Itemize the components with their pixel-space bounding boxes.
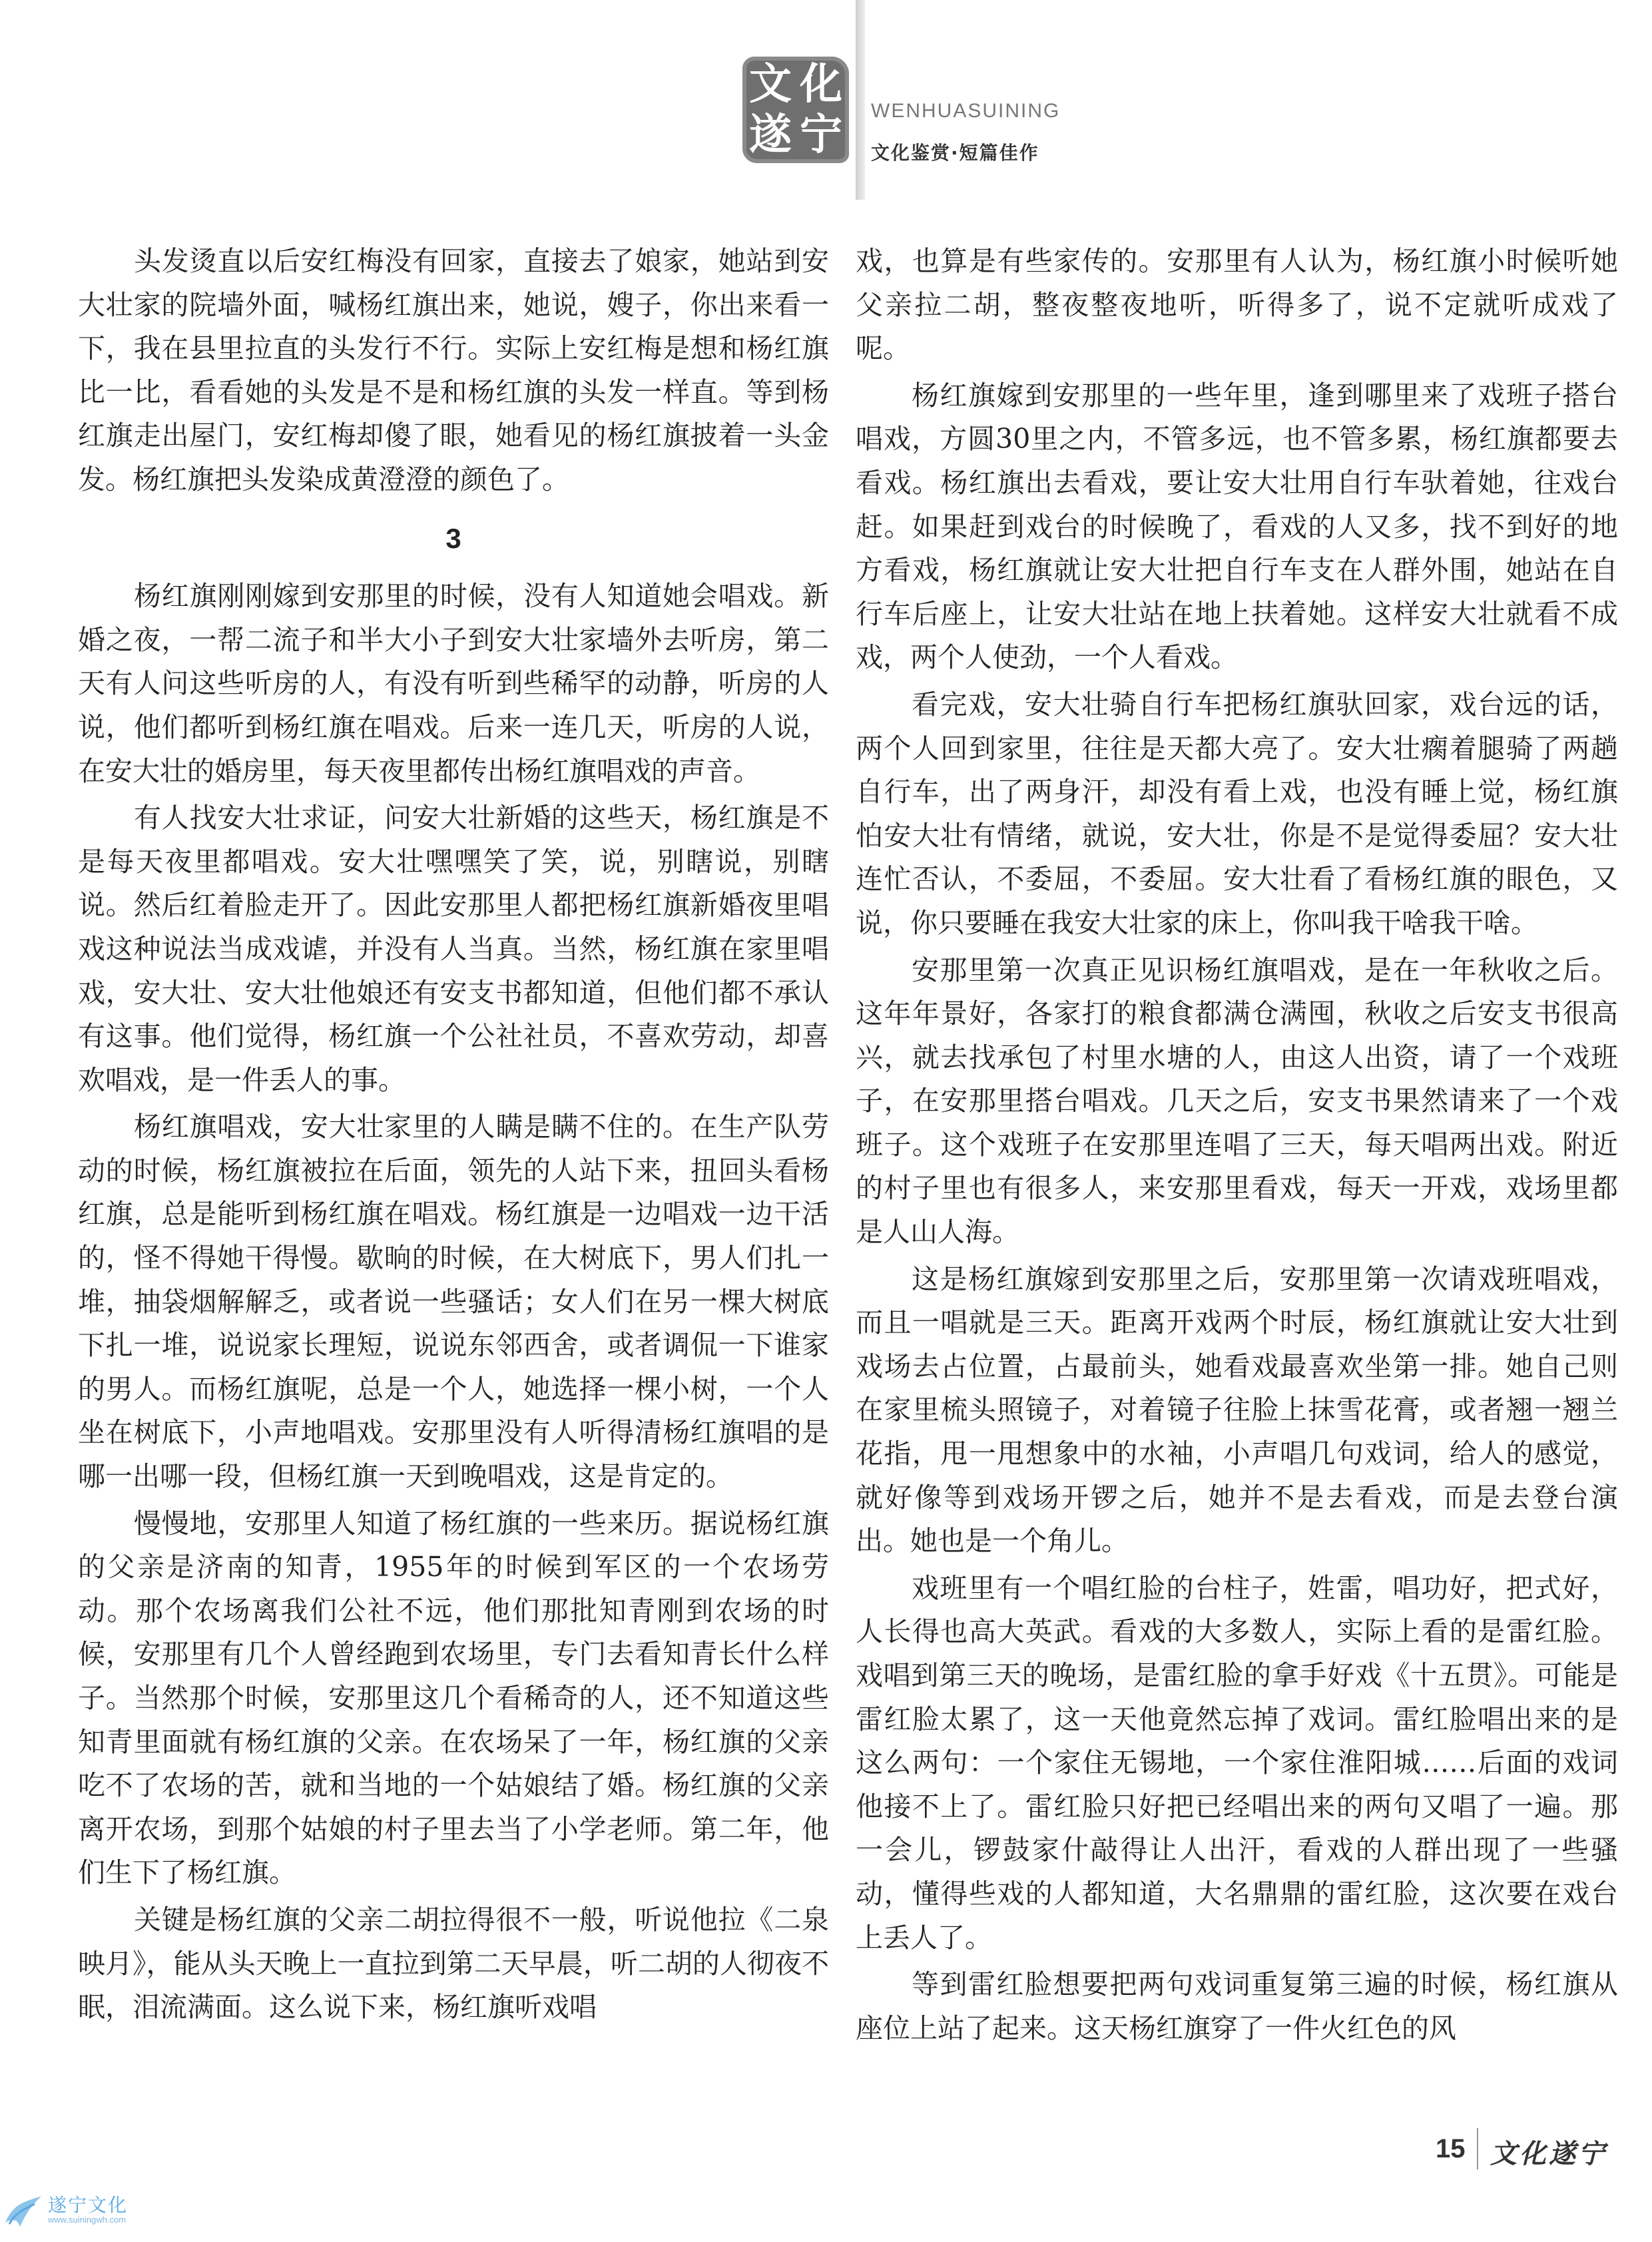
magazine-logo: [742, 57, 849, 163]
watermark-text: 遂宁文化: [48, 2194, 129, 2216]
paragraph: 这是杨红旗嫁到安那里之后，安那里第一次请戏班唱戏，而且一唱就是三天。距离开戏两个时辰，杨红旗就让安大壮到戏场去占位置，占最前头，她看戏最喜欢坐第一排。她自己则在家里梳头照镜子，对着镜子往脸上抹雪花膏，或者翘一翘兰花指，甩一甩想象中的水袖，小声唱几句戏词，给人的感觉，就好像等到戏场开锣之后，她并不是去看戏，而是去登台演出。她也是一个角儿。: [856, 1262, 1618, 1557]
paragraph: 看完戏，安大壮骑自行车把杨红旗驮回家，戏台远的话，两个人回到家里，往往是天都大亮了。安大壮瘸着腿骑了两趟自行车，出了两身汗，却没有看上戏，也没有睡上觉，杨红旗怕安大壮有情绪，就说，安大壮，你是不是觉得委屈？安大壮连忙否认，不委屈，不委屈。安大壮看了看杨红旗的眼色，又说，你只要睡在我安大壮家的床上，你叫我干啥我干啥。: [856, 688, 1618, 939]
paragraph-continuation: 戏，也算是有些家传的。安那里有人认为，杨红旗小时候听她父亲拉二胡，整夜整夜地听，听得多了，说不定就听成戏了呢。: [856, 245, 1618, 365]
logo-char: 文: [749, 59, 792, 109]
paragraph: 杨红旗刚刚嫁到安那里的时候，没有人知道她会唱戏。新婚之夜，一帮二流子和半大小子到安大壮家墙外去听房，第二天有人问这些听房的人，有没有听到些稀罕的动静，听房的人说，他们都听到杨红旗在唱戏。后来一连几天，听房的人说，在安大壮的婚房里，每天夜里都传出杨红旗唱戏的声音。: [78, 580, 829, 787]
paragraph: 等到雷红脸想要把两句戏词重复第三遍的时候，杨红旗从座位上站了起来。这天杨红旗穿了一件火红色的风: [856, 1968, 1618, 2044]
footer-divider: [1477, 2128, 1478, 2169]
paragraph: 有人找安大壮求证，问安大壮新婚的这些天，杨红旗是不是每天夜里都唱戏。安大壮嘿嘿笑了笑，说，别瞎说，别瞎说。然后红着脸走开了。因此安那里人都把杨红旗新婚夜里唱戏这种说法当成戏谑，并没有人当真。当然，杨红旗在家里唱戏，安大壮、安大壮他娘还有安支书都知道，但他们都不承认有这事。他们觉得，杨红旗一个公社社员，不喜欢劳动，却喜欢唱戏，是一件丢人的事。: [78, 802, 829, 1096]
paragraph: 慢慢地，安那里人知道了杨红旗的一些来历。据说杨红旗的父亲是济南的知青，1955年的时候到军区的一个农场劳动。那个农场离我们公社不远，他们那批知青刚到农场的时候，安那里有几个人曾经跑到农场里，专门去看知青长什么样子。当然那个时候，安那里这几个看稀奇的人，还不知道这些知青里面就有杨红旗的父亲。在农场呆了一年，杨红旗的父亲吃不了农场的苦，就和当地的一个姑娘结了婚。杨红旗的父亲离开农场，到那个姑娘的村子里去当了小学老师。第二年，他们生下了杨红旗。: [78, 1507, 829, 1889]
paragraph: 头发烫直以后安红梅没有回家，直接去了娘家，她站到安大壮家的院墙外面，喊杨红旗出来，她说，嫂子，你出来看一下，我在县里拉直的头发行不行。实际上安红梅是想和杨红旗比一比，看看她的头发是不是和杨红旗的头发一样直。等到杨红旗走出屋门，安红梅却傻了眼，她看见的杨红旗披着一头金发。杨红旗把头发染成黄澄澄的颜色了。: [78, 245, 829, 495]
paragraph: 安那里第一次真正见识杨红旗唱戏，是在一年秋收之后。这年年景好，各家打的粮食都满仓满囤，秋收之后安支书很高兴，就去找承包了村里水塘的人，由这人出资，请了一个戏班子，在安那里搭台唱戏。几天之后，安支书果然请来了一个戏班子。这个戏班子在安那里连唱了三天，每天唱两出戏。附近的村子里也有很多人，来安那里看戏，每天一开戏，戏场里都是人山人海。: [856, 954, 1618, 1249]
paragraph: 杨红旗唱戏，安大壮家里的人瞒是瞒不住的。在生产队劳动的时候，杨红旗被拉在后面，领先的人站下来，扭回头看杨红旗，总是能听到杨红旗在唱戏。杨红旗是一边唱戏一边干活的，怪不得她干得慢。歇晌的时候，在大树底下，男人们扎一堆，抽袋烟解解乏，或者说一些骚话；女人们在另一棵大树底下扎一堆，说说家长理短，说说东邻西舍，或者调侃一下谁家的男人。而杨红旗呢，总是一个人，她选择一棵小树，一个人坐在树底下，小声地唱戏。安那里没有人听得清杨红旗唱的是哪一出哪一段，但杨红旗一天到晚唱戏，这是肯定的。: [78, 1111, 829, 1493]
site-name: WENHUASUINING: [871, 100, 1061, 122]
paragraph: 杨红旗嫁到安那里的一些年里，逢到哪里来了戏班子搭台唱戏，方圆30里之内，不管多远，也不管多累，杨红旗都要去看戏。杨红旗出去看戏，要让安大壮用自行车驮着她，往戏台赶。如果赶到戏台的时候晚了，看戏的人又多，找不到好的地方看戏，杨红旗就让安大壮把自行车支在人群外围，她站在自行车后座上，让安大壮站在地上扶着她。这样安大壮就看不成戏，两个人使劲，一个人看戏。: [856, 379, 1618, 674]
watermark-bird-icon: [0, 2189, 47, 2236]
footer-brand: 文化遂宁: [1490, 2138, 1607, 2169]
paragraph: 戏班里有一个唱红脸的台柱子，姓雷，唱功好，把式好，人长得也高大英武。看戏的大多数人，实际上看的是雷红脸。戏唱到第三天的晚场，是雷红脸的拿手好戏《十五贯》。可能是雷红脸太累了，这一天他竟然忘掉了戏词。雷红脸唱出来的是这么两句：一个家住无锡地，一个家住淮阳城……后面的戏词他接不上了。雷红脸只好把已经唱出来的两句又唱了一遍。那一会儿，锣鼓家什敲得让人出汗，看戏的人群出现了一些骚动，懂得些戏的人都知道，大名鼎鼎的雷红脸，这次要在戏台上丢人了。: [856, 1571, 1618, 1954]
section-title: 文化鉴赏·短篇佳作: [871, 142, 1039, 164]
header-rule: [856, 0, 865, 200]
paragraph: 关键是杨红旗的父亲二胡拉得很不一般，听说他拉《二泉映月》，能从头天晚上一直拉到第二天早晨，听二胡的人彻夜不眠，泪流满面。这么说下来，杨红旗听戏唱: [78, 1903, 829, 2024]
page-number: 15: [1436, 2134, 1466, 2163]
watermark: [0, 2189, 153, 2242]
section-number: 3: [445, 522, 461, 554]
left-column: [78, 240, 829, 2033]
right-column: [856, 240, 1618, 2054]
logo-char: 宁: [800, 110, 842, 160]
logo-char: 化: [800, 59, 842, 109]
watermark-url: www.suiningwh.com: [48, 2215, 127, 2225]
logo-char: 遂: [749, 110, 792, 160]
